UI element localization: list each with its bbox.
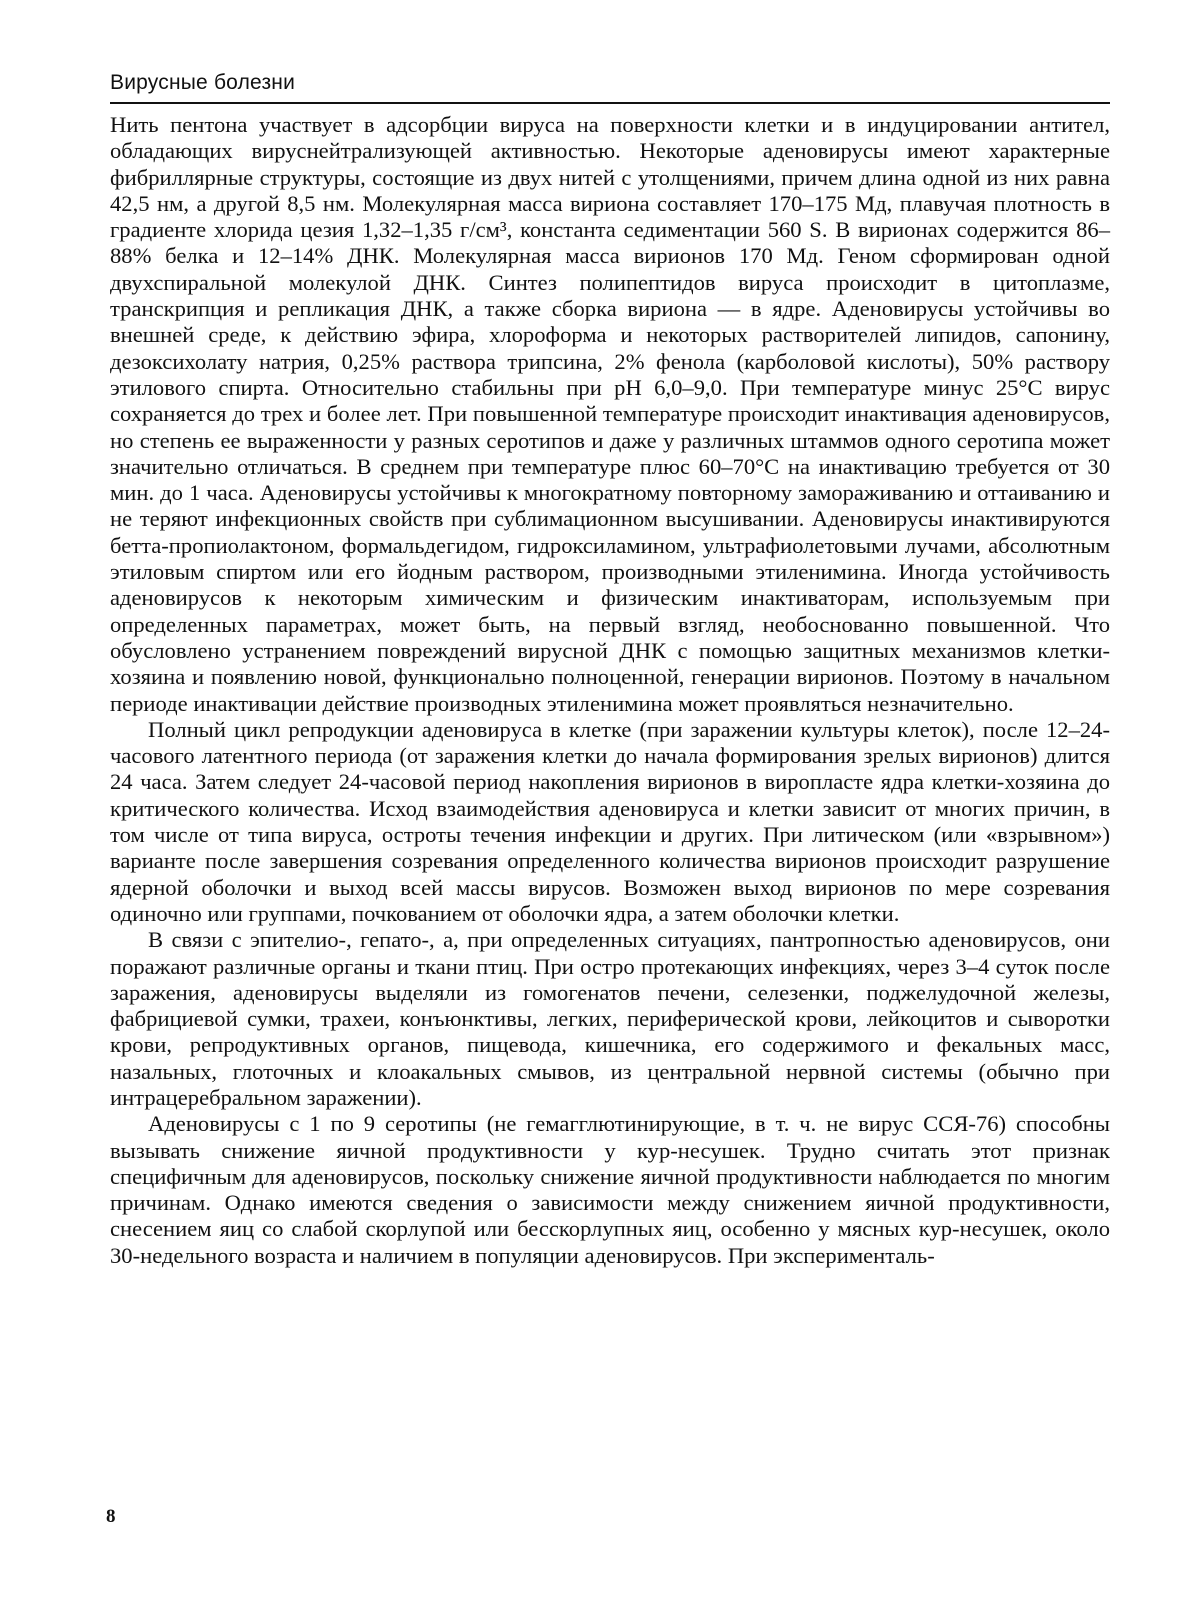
paragraph-3: В связи с эпителио-, гепато-, а, при определенных ситуациях, пантропностью аденовирусов, они поражают различные органы и ткани птиц. При остро протекающих инфекциях, через 3–4 суток после заражения, аденовирусы выделяли из гомогенатов печени, селезенки, поджелудочной железы, фабрициевой сумки, трахеи, конъюнктивы, легких, периферической крови, лейкоцитов и сыворотки крови, репродуктивных органов, пищевода, кишечника, его содержимого и фекальных масс, назальных, глоточных и клоакальных смывов, из центральной нервной системы (обычно при интрацеребральном заражении). [110, 927, 1110, 1110]
paragraph-4: Аденовирусы с 1 по 9 серотипы (не гемагглютинирующие, в т. ч. не вирус ССЯ-76) способны вызывать снижение яичной продуктивности у кур-несушек. Трудно считать этот признак специфичным для аденовирусов, поскольку снижение яичной продуктивности наблюдается по многим причинам. Однако имеются сведения о зависимости между снижением яичной продуктивности, снесением яиц со слабой скорлупой или бесскорлупных яиц, особенно у мясных кур-несушек, около 30-недельного возраста и наличием в популяции аденовирусов. При эксперименталь- [110, 1111, 1110, 1268]
body-text [110, 112, 1110, 1269]
paragraph-1: Нить пентона участвует в адсорбции вируса на поверхности клетки и в индуцировании антител, обладающих вируснейтрализующей активностью. Некоторые аденовирусы имеют характерные фибриллярные структуры, состоящие из двух нитей с утолщениями, причем длина одной из них равна 42,5 нм, а другой 8,5 нм. Молекулярная масса вириона составляет 170–175 Мд, плавучая плотность в градиенте хлорида цезия 1,32–1,35 г/см³, константа седиментации 560 S. В вирионах содержится 86–88% белка и 12–14% ДНК. Молекулярная масса вирионов 170 Мд. Геном сформирован одной двухспиральной молекулой ДНК. Синтез полипептидов вируса происходит в цитоплазме, транскрипция и репликация ДНК, а также сборка вириона — в ядре. Аденовирусы устойчивы во внешней среде, к действию эфира, хлороформа и некоторых растворителей липидов, сапонину, дезоксихолату натрия, 0,25% раствора трипсина, 2% фенола (карболовой кислоты), 50% раствору этилового спирта. Относительно стабильны при pH 6,0–9,0. При температуре минус 25°С вирус сохраняется до трех и более лет. При повышенной температуре происходит инактивация аденовирусов, но степень ее выраженности у разных серотипов и даже у различных штаммов одного серотипа может значительно отличаться. В среднем при температуре плюс 60–70°С на инактивацию требуется от 30 мин. до 1 часа. Аденовирусы устойчивы к многократному повторному замораживанию и оттаиванию и не теряют инфекционных свойств при сублимационном высушивании. Аденовирусы инактивируются бетта-пропиолактоном, формальдегидом, гидроксиламином, ультрафиолетовыми лучами, абсолютным этиловым спиртом или его йодным раствором, производными этиленимина. Иногда устойчивость аденовирусов к некоторым химическим и физическим инактиваторам, используемым при определенных параметрах, может быть, на первый взгляд, необоснованно повышенной. Что обусловлено устранением повреждений вирусной ДНК с помощью защитных механизмов клетки-хозяина и появлению новой, функционально полноценной, генерации вирионов. Поэтому в начальном периоде инактивации действие производных этиленимина может проявляться незначительно. [110, 112, 1110, 716]
paragraph-2: Полный цикл репродукции аденовируса в клетке (при заражении культуры клеток), после 12–24-часового латентного периода (от заражения клетки до начала формирования зрелых вирионов) длится 24 часа. Затем следует 24-часовой период накопления вирионов в виропласте ядра клетки-хозяина до критического количества. Исход взаимодействия аденовируса и клетки зависит от многих причин, в том числе от типа вируса, остроты течения инфекции и других. При литическом (или «взрывном») варианте после завершения созревания определенного количества вирионов происходит разрушение ядерной оболочки и выход всей массы вирусов. Возможен выход вирионов по мере созревания одиночно или группами, почкованием от оболочки ядра, а затем оболочки клетки. [110, 716, 1110, 926]
running-header: Вирусные болезни [110, 68, 1110, 104]
page-number: 8 [106, 1506, 116, 1527]
